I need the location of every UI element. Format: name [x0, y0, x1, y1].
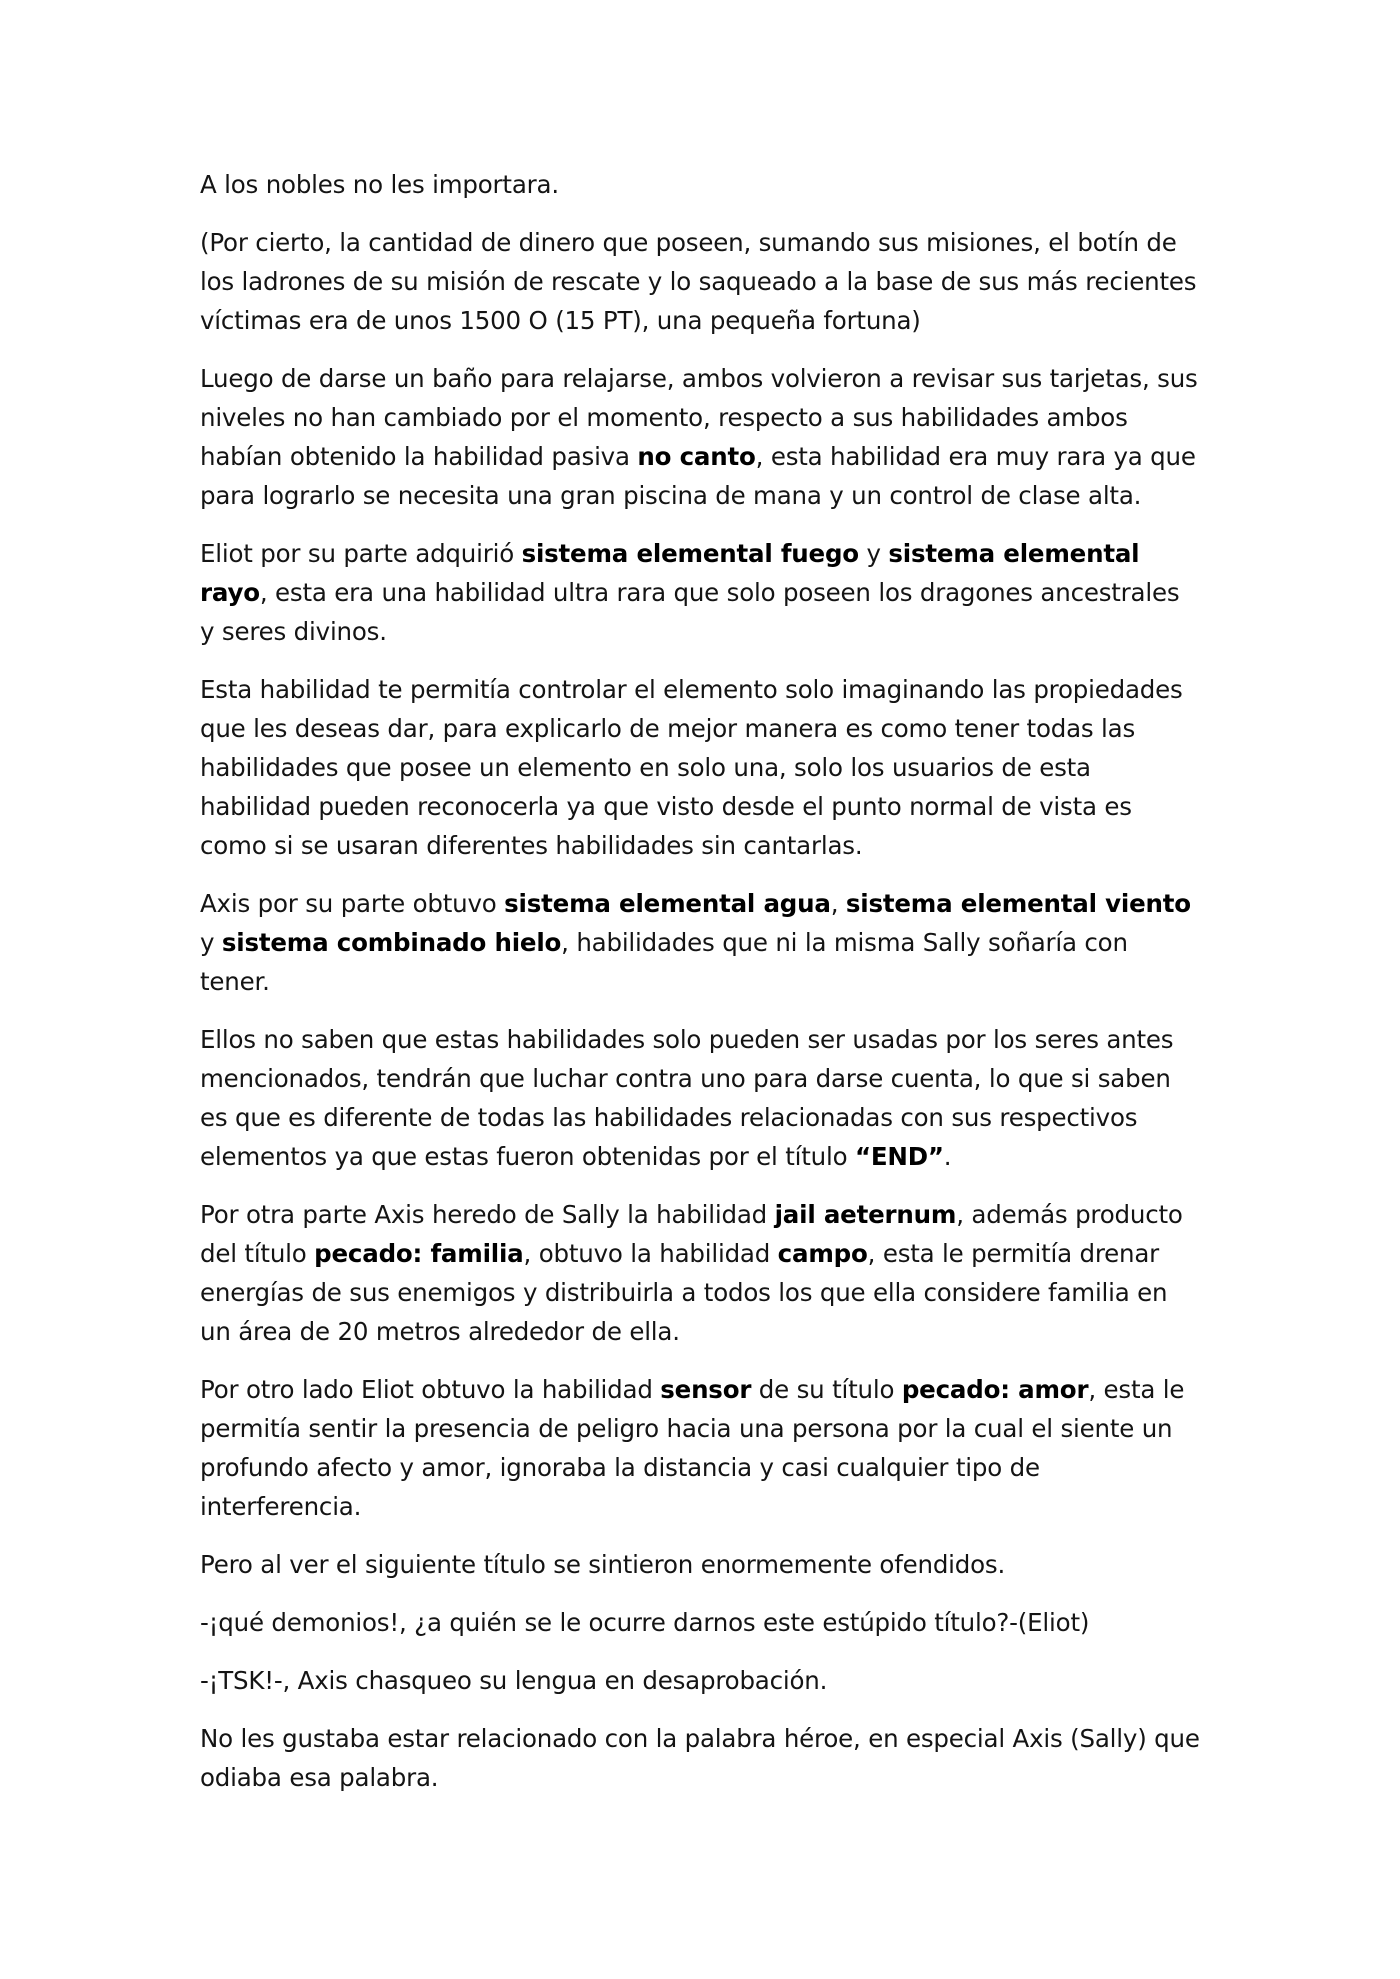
bold-term: sistema combinado hielo [221, 928, 562, 957]
bold-term: sistema elemental viento [845, 889, 1191, 918]
bold-term: sensor [660, 1375, 752, 1404]
text-run: Ellos no saben que estas habilidades solo pueden ser usadas por los seres antes mencionados, tendrán que luchar contra uno para darse cuenta, lo que si saben es que es diferente de todas las habilidades relacionadas con sus respectivos elementos ya que estas fueron obtenidas por el título [200, 1025, 1174, 1171]
paragraph [200, 1020, 1200, 1176]
bold-term: “END” [854, 1142, 944, 1171]
paragraph [200, 1195, 1200, 1351]
text-run: . [943, 1142, 952, 1171]
text-run: Por otra parte Axis heredo de Sally la habilidad [200, 1200, 775, 1229]
paragraph [200, 223, 1200, 340]
text-run: Por otro lado Eliot obtuvo la habilidad [200, 1375, 661, 1404]
text-run: de su título [751, 1375, 902, 1404]
bold-term: pecado: amor [901, 1375, 1089, 1404]
text-run: Esta habilidad te permitía controlar el elemento solo imaginando las propiedades que les deseas dar, para explicarlo de mejor manera es como tener todas las habilidades que posee un elemento en solo una, solo los usuarios de esta habilidad pueden reconocerla ya que visto desde el punto normal de vista es como si se usaran diferentes habilidades sin cantarlas. [200, 675, 1183, 860]
text-run: , además producto del título [200, 1200, 1183, 1268]
text-run: , habilidades que ni la misma Sally soñaría con tener. [200, 928, 1128, 996]
text-run: , obtuvo la habilidad [523, 1239, 778, 1268]
text-run: Axis por su parte obtuvo [200, 889, 505, 918]
text-run: , esta le permitía drenar energías de sus enemigos y distribuirla a todos los que ella considere familia en un área de 20 metros alrededor de ella. [200, 1239, 1168, 1346]
text-run: Eliot por su parte adquirió [200, 539, 522, 568]
text-run: -¡qué demonios!, ¿a quién se le ocurre darnos este estúpido título?-(Eliot) [200, 1608, 1090, 1637]
paragraph [200, 165, 1200, 204]
bold-term: no canto [637, 442, 756, 471]
text-run: A los nobles no les importara. [200, 170, 559, 199]
bold-term: campo [777, 1239, 868, 1268]
text-run: -¡TSK!-, Axis chasqueo su lengua en desaprobación. [200, 1666, 828, 1695]
text-run: , [830, 889, 846, 918]
text-run: (Por cierto, la cantidad de dinero que poseen, sumando sus misiones, el botín de los ladrones de su misión de rescate y lo saqueado a la base de sus más recientes víctimas era de unos 1500 O (15 PT), una pequeña fortuna) [200, 228, 1197, 335]
text-run: , esta le permitía sentir la presencia de peligro hacia una persona por la cual el siente un profundo afecto y amor, ignoraba la distancia y casi cualquier tipo de interferencia. [200, 1375, 1185, 1521]
paragraph [200, 1370, 1200, 1526]
text-run: y [200, 928, 222, 957]
paragraph [200, 670, 1200, 865]
bold-term: sistema elemental fuego [521, 539, 859, 568]
bold-term: sistema elemental agua [504, 889, 831, 918]
text-run: y [858, 539, 889, 568]
paragraph [200, 1603, 1200, 1642]
paragraph [200, 534, 1200, 651]
text-run: Pero al ver el siguiente título se sintieron enormemente ofendidos. [200, 1550, 1006, 1579]
text-run: No les gustaba estar relacionado con la palabra héroe, en especial Axis (Sally) que odiaba esa palabra. [200, 1724, 1200, 1792]
paragraph [200, 1719, 1200, 1797]
paragraph [200, 1545, 1200, 1584]
document-body [200, 165, 1200, 1816]
paragraph [200, 884, 1200, 1001]
bold-term: pecado: familia [314, 1239, 524, 1268]
text-run: Luego de darse un baño para relajarse, ambos volvieron a revisar sus tarjetas, sus niveles no han cambiado por el momento, respecto a sus habilidades ambos habían obtenido la habilidad pasiva [200, 364, 1198, 471]
text-run: , esta era una habilidad ultra rara que solo poseen los dragones ancestrales y seres divinos. [200, 578, 1180, 646]
paragraph [200, 359, 1200, 515]
paragraph [200, 1661, 1200, 1700]
text-run: , esta habilidad era muy rara ya que para lograrlo se necesita una gran piscina de mana y un control de clase alta. [200, 442, 1196, 510]
bold-term: sistema elemental rayo [200, 539, 1140, 607]
bold-term: jail aeternum [774, 1200, 957, 1229]
